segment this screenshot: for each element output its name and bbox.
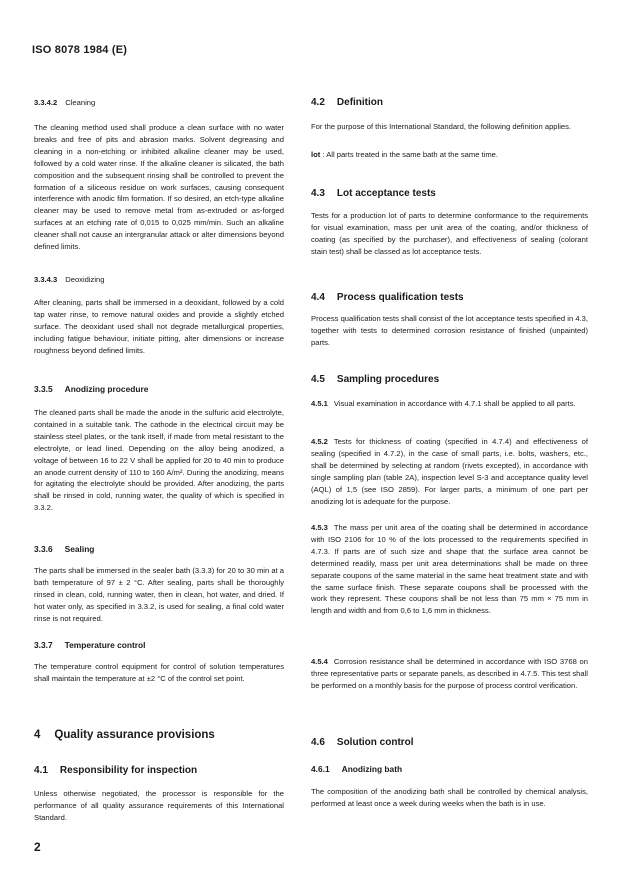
heading-4 [34, 729, 284, 741]
paragraph-cleaning: The cleaning method used shall produce a clean surface with no water breaks and free of pits and abrasion marks. Solvent degreasing and cleaning in a non-etching or inhibited alkaline cleaner may be used, followed by a cold water rinse. If the alkaline cleaner is silicated, the bath composition and the subsequent rinsing shall be controlled to prevent the formation of a siliceous residue on work surfaces, causing consequent interference with anodic film formation. If so desired, an etch-type alkaline cleaner may be used to remove metal from as-extruded or as-forged surfaces at an etching rate of 0,015 to 0,025 mm/min. Such an alkaline cleaner shall not cause an intergranular attack or alter dimensions beyond defined limits. [34, 123, 284, 252]
paragraph-process-qualification: Process qualification tests shall consist of the lot acceptance tests specified in 4.3, together with tests to determined corrosion resistance of finished (unpainted) parts. [311, 314, 588, 347]
paragraph-4-5-3 [311, 522, 588, 617]
section-title: Process qualification tests [336, 292, 464, 303]
section-number: 3.3.4.3 [34, 275, 58, 284]
definition-lot [311, 149, 588, 161]
section-number: 4.3 [311, 188, 325, 199]
heading-4-1 [34, 765, 284, 776]
paragraph-lot-acceptance: Tests for a production lot of parts to determine conformance to the requirements for visual examination, mass per unit area of the coating, and/or thickness of coating (as specified by the purchaser), and effectiveness of sealing (colorant stain test) shall be classed as lot acceptance tests. [311, 211, 588, 256]
section-title: Responsibility for inspection [59, 765, 198, 776]
section-number: 4.4 [311, 292, 325, 303]
paragraph-definition: For the purpose of this International Standard, the following definition applies. [311, 122, 572, 131]
clause-number: 4.5.4 [311, 657, 328, 666]
section-title: Solution control [336, 737, 414, 748]
section-number: 4.2 [311, 97, 325, 108]
section-number: 4.1 [34, 765, 48, 776]
clause-text: Corrosion resistance shall be determined in accordance with ISO 3768 on three representative parts or separate panels, as described in 4.7.5. This test shall be performed on a monthly basis for the purpose of process control verification. [311, 657, 588, 690]
document-id-header: ISO 8078 1984 (E) [32, 44, 128, 56]
section-title: Definition [336, 97, 384, 108]
section-title: Lot acceptance tests [336, 188, 436, 199]
section-title: Quality assurance provisions [54, 729, 215, 741]
paragraph-4-5-1 [311, 398, 588, 410]
heading-4-2 [311, 97, 588, 108]
term: lot [311, 150, 321, 159]
paragraph-anodizing-procedure: The cleaned parts shall be made the anode in the sulfuric acid electrolyte, contained in a suitable tank. The cathode in the electrical circuit may be stainless steel plates, or the tank itself, if made from metal resistant to the electrolyte, or lead lined. Depending on the alloy being anodized, a voltage of between 16 to 22 V shall be applied for 20 to 40 min to produce an anode current density of 110 to 160 A/m². During the anodizing, means for agitating the electrolyte should be provided. After anodizing, the parts shall be rinsed in cold, running water, the quality of which is specified in 3.3.2. [34, 408, 284, 513]
section-title: Temperature control [64, 640, 146, 650]
section-number: 3.3.6 [34, 544, 53, 554]
section-number: 4.6 [311, 737, 325, 748]
section-title: Anodizing bath [341, 764, 403, 774]
heading-4-4 [311, 292, 588, 303]
section-number: 3.3.7 [34, 640, 53, 650]
section-title: Sealing [64, 544, 95, 554]
heading-3-3-5 [34, 384, 284, 394]
paragraph-deoxidizing: After cleaning, parts shall be immersed in a deoxidant, followed by a cold tap water rinse, to remove natural oxides and provide a slightly etched surface. The deoxidant used shall not degrade metallurgical properties, including fatigue behaviour, initiate pitting, alter dimensions or increase roughness beyond defined limits. [34, 298, 284, 355]
section-number: 4.5 [311, 374, 325, 385]
paragraph-temperature-control: The temperature control equipment for control of solution temperatures shall maintain the temperature at ±2 °C of the control set point. [34, 662, 284, 683]
section-number: 4 [34, 729, 41, 741]
clause-text: Tests for thickness of coating (specified in 4.7.4) and effectiveness of sealing (specified in 4.7.2), in the case of small parts, i.e. bolts, washers, etc., shall be determined by selecting at random (rivets excepted), in accordance with single sampling plan (table 2A), inspection level S-3 and acceptance quality level (AQL) of 1,5 (see ISO 2859). For larger parts, a minimum of one part per anodizing lot is adequate for the purpose. [311, 437, 588, 506]
section-number: 3.3.5 [34, 384, 53, 394]
heading-3-3-4-3 [34, 275, 284, 284]
heading-4-5 [311, 374, 588, 385]
page-number: 2 [34, 840, 41, 854]
section-title: Deoxidizing [65, 275, 105, 284]
clause-text: Visual examination in accordance with 4.7.1 shall be applied to all parts. [333, 399, 576, 408]
section-title: Cleaning [65, 98, 96, 107]
section-title: Anodizing procedure [64, 384, 149, 394]
section-number: 3.3.4.2 [34, 98, 58, 107]
paragraph-sealing: The parts shall be immersed in the sealer bath (3.3.3) for 20 to 30 min at a bath temperature of 97 ± 2 °C. After sealing, parts shall be thoroughly rinsed in clean, cold, running water, then in clean, hot water, and dried. If hot water only, as specified in 3.3.2, is used for sealing, a final cold water rinse is not required. [34, 566, 284, 623]
clause-number: 4.5.1 [311, 399, 328, 408]
section-title: Sampling procedures [336, 374, 440, 385]
clause-text: The mass per unit area of the coating shall be determined in accordance with ISO 2106 for 10 % of the lots processed to the requirements specified in 4.7.3. If parts are of such size and shape that the surface area cannot be determined readily, mass per unit area determinations shall be made on three separate coupons of the same material in the same heat treatment state and with the same surface finish. These separate coupons shall be processed with the work they represent. These coupons shall be not less than 75 mm × 75 mm in length and width and from 0,6 to 1,6 mm in thickness. [311, 523, 588, 616]
paragraph-responsibility: Unless otherwise negotiated, the processor is responsible for the performance of all quality assurance requirements of this International Standard. [34, 789, 284, 822]
section-number: 4.6.1 [311, 764, 330, 774]
heading-4-3 [311, 188, 588, 199]
term-definition: : All parts treated in the same bath at the same time. [320, 150, 498, 159]
heading-3-3-6 [34, 544, 284, 554]
heading-3-3-7 [34, 640, 284, 650]
heading-4-6-1 [311, 764, 588, 774]
paragraph-4-5-4 [311, 656, 588, 692]
heading-3-3-4-2 [34, 98, 284, 107]
paragraph-anodizing-bath: The composition of the anodizing bath shall be controlled by chemical analysis, performed at least once a week during weeks when the bath is in use. [311, 787, 588, 808]
heading-4-6 [311, 737, 588, 748]
clause-number: 4.5.2 [311, 437, 328, 446]
paragraph-4-5-2 [311, 436, 588, 507]
clause-number: 4.5.3 [311, 523, 328, 532]
